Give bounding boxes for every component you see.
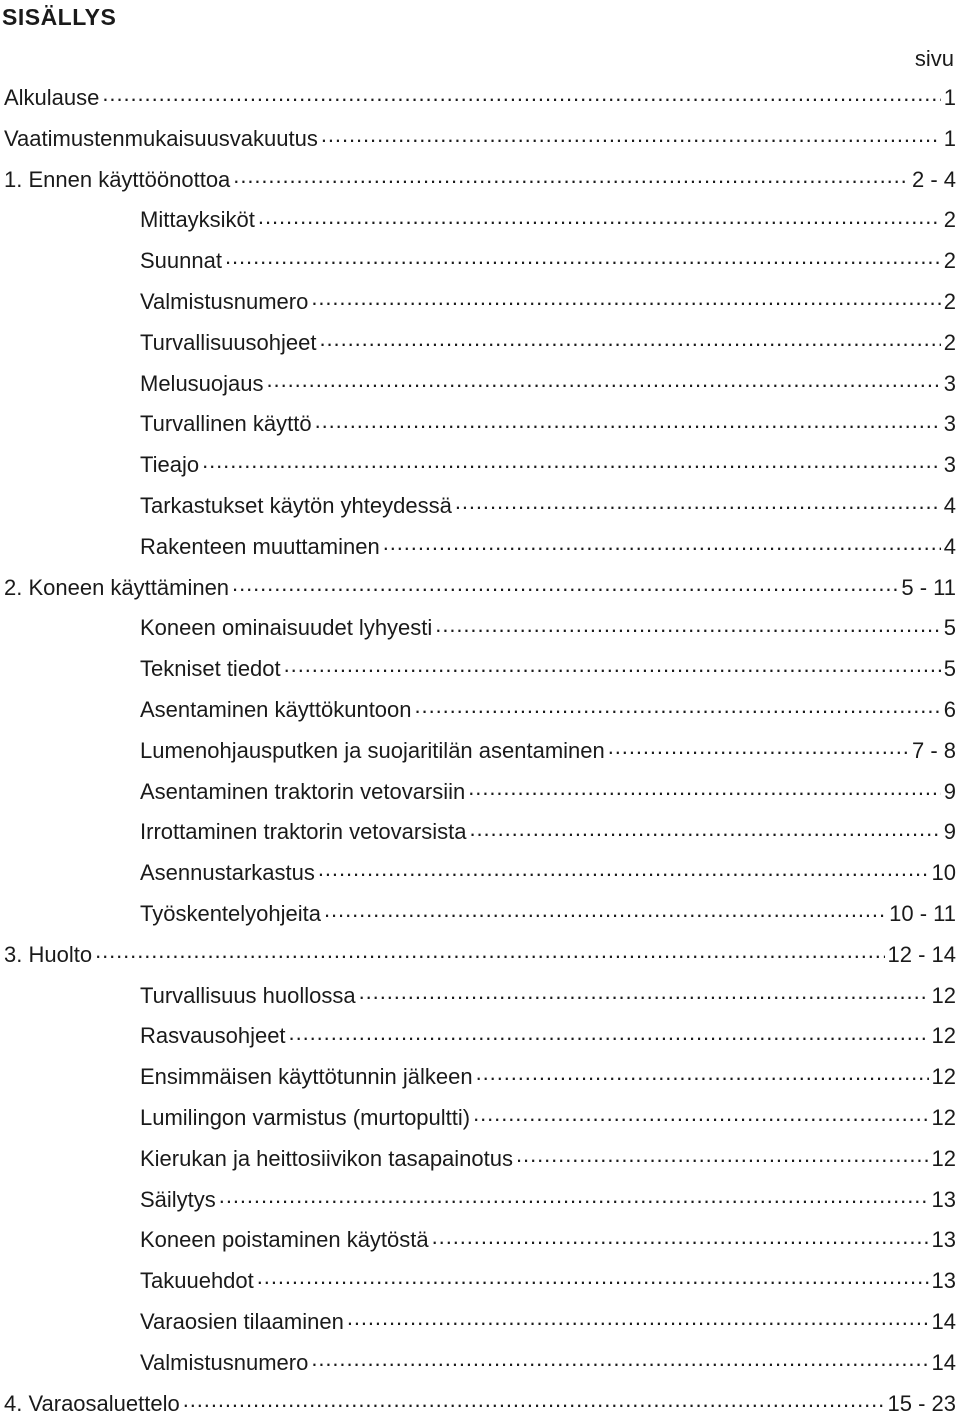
toc-entry-label: Alkulause	[4, 78, 99, 119]
toc-entry[interactable]	[0, 160, 956, 201]
toc-title: SISÄLLYS	[2, 4, 116, 31]
toc-entry[interactable]	[0, 649, 956, 690]
toc-entry-page: 12 - 14	[888, 935, 957, 976]
toc-entry[interactable]	[0, 568, 956, 609]
dot-leader	[258, 205, 941, 227]
toc-entry-label: Melusuojaus	[140, 364, 264, 405]
toc-entry[interactable]	[0, 1098, 956, 1139]
dot-leader	[225, 246, 941, 268]
toc-entry-label: Turvallinen käyttö	[140, 404, 312, 445]
dot-leader	[284, 654, 941, 676]
dot-leader	[267, 369, 941, 391]
toc-entry-label: Asennustarkastus	[140, 853, 315, 894]
toc-entry-page: 4	[944, 527, 956, 568]
toc-entry-page: 7 - 8	[912, 731, 956, 772]
toc-entry[interactable]	[0, 241, 956, 282]
toc-entry[interactable]	[0, 1343, 956, 1384]
page-column-header: sivu	[915, 46, 954, 72]
toc-entry-page: 2	[944, 282, 956, 323]
toc-entry-page: 12	[932, 1057, 956, 1098]
toc-entry-page: 10 - 11	[889, 894, 956, 935]
toc-entry-label: Asentaminen traktorin vetovarsiin	[140, 772, 465, 813]
toc-entry-label: 3. Huolto	[4, 935, 92, 976]
toc-entry-page: 1	[944, 119, 956, 160]
toc-entry-page: 5	[944, 608, 956, 649]
dot-leader	[321, 124, 941, 146]
toc-entry-label: Lumenohjausputken ja suojaritilän asentaminen	[140, 731, 605, 772]
toc-entry-label: Mittayksiköt	[140, 200, 255, 241]
dot-leader	[95, 940, 884, 962]
toc-entry-label: Tekniset tiedot	[140, 649, 281, 690]
toc-entry[interactable]	[0, 323, 956, 364]
toc-entry-page: 10	[932, 853, 956, 894]
toc-entry[interactable]	[0, 200, 956, 241]
toc-entry-page: 4	[944, 486, 956, 527]
toc-entry[interactable]	[0, 976, 956, 1017]
toc-entry[interactable]	[0, 445, 956, 486]
toc-entry-page: 9	[944, 812, 956, 853]
dot-leader	[383, 532, 941, 554]
dot-leader	[516, 1144, 929, 1166]
toc-entry-page: 13	[932, 1180, 956, 1221]
dot-leader	[219, 1185, 929, 1207]
toc-entry-label: Varaosien tilaaminen	[140, 1302, 344, 1343]
dot-leader	[608, 736, 909, 758]
toc-entry-label: Valmistusnumero	[140, 282, 308, 323]
toc-entry-label: Koneen ominaisuudet lyhyesti	[140, 608, 432, 649]
toc-entry-label: 4. Varaosaluettelo	[4, 1384, 180, 1424]
toc-entry-page: 2	[944, 200, 956, 241]
toc-entry[interactable]	[0, 1261, 956, 1302]
toc-entry-page: 2 - 4	[912, 160, 956, 201]
toc-entry[interactable]	[0, 1302, 956, 1343]
dot-leader	[257, 1266, 929, 1288]
toc-entry-page: 14	[932, 1302, 956, 1343]
toc-entry-label: Lumilingon varmistus (murtopultti)	[140, 1098, 470, 1139]
toc-entry-label: Ensimmäisen käyttötunnin jälkeen	[140, 1057, 473, 1098]
toc-entry[interactable]	[0, 731, 956, 772]
dot-leader	[359, 981, 929, 1003]
toc-entry-label: Tieajo	[140, 445, 199, 486]
dot-leader	[455, 491, 941, 513]
dot-leader	[324, 899, 886, 921]
dot-leader	[469, 817, 940, 839]
dot-leader	[311, 1348, 928, 1370]
toc-entry[interactable]	[0, 690, 956, 731]
toc-entry[interactable]	[0, 935, 956, 976]
toc-entry-label: Turvallisuus huollossa	[140, 976, 356, 1017]
toc-entry-label: Turvallisuusohjeet	[140, 323, 317, 364]
toc-entry-label: Vaatimustenmukaisuusvakuutus	[4, 119, 318, 160]
dot-leader	[468, 777, 940, 799]
dot-leader	[311, 287, 940, 309]
toc-entry-page: 5	[944, 649, 956, 690]
dot-leader	[473, 1103, 928, 1125]
toc-entry[interactable]	[0, 894, 956, 935]
toc-entry-page: 15 - 23	[888, 1384, 957, 1424]
dot-leader	[233, 165, 909, 187]
toc-entry-page: 13	[932, 1220, 956, 1261]
toc-entry[interactable]	[0, 364, 956, 405]
dot-leader	[415, 695, 941, 717]
dot-leader	[202, 450, 941, 472]
toc-entry[interactable]	[0, 1057, 956, 1098]
toc-entry[interactable]	[0, 1016, 956, 1057]
toc-entry-label: Säilytys	[140, 1180, 216, 1221]
toc-entry-label: Rasvausohjeet	[140, 1016, 286, 1057]
dot-leader	[432, 1225, 929, 1247]
toc-entry-label: Tarkastukset käytön yhteydessä	[140, 486, 452, 527]
toc-entry-label: Rakenteen muuttaminen	[140, 527, 380, 568]
toc-entry[interactable]	[0, 527, 956, 568]
dot-leader	[232, 573, 898, 595]
toc-entry-page: 12	[932, 976, 956, 1017]
toc-entry-page: 12	[932, 1139, 956, 1180]
toc-entry[interactable]	[0, 772, 956, 813]
toc-entry-label: Koneen poistaminen käytöstä	[140, 1220, 429, 1261]
toc-entry-label: Kierukan ja heittosiivikon tasapainotus	[140, 1139, 513, 1180]
toc-entry-page: 12	[932, 1098, 956, 1139]
toc-entry-label: 2. Koneen käyttäminen	[4, 568, 229, 609]
toc-entry[interactable]	[0, 119, 956, 160]
toc-entry-label: Valmistusnumero	[140, 1343, 308, 1384]
toc-entry-label: Takuuehdot	[140, 1261, 254, 1302]
toc-entry[interactable]	[0, 1180, 956, 1221]
toc-entry[interactable]	[0, 1220, 956, 1261]
toc-entry-label: Irrottaminen traktorin vetovarsista	[140, 812, 466, 853]
dot-leader	[320, 328, 941, 350]
toc-entry-page: 6	[944, 690, 956, 731]
toc-entry[interactable]	[0, 1139, 956, 1180]
toc-entry-page: 5 - 11	[901, 568, 956, 609]
toc-entry[interactable]	[0, 853, 956, 894]
toc-entry-page: 3	[944, 364, 956, 405]
toc-entry[interactable]	[0, 1384, 956, 1424]
toc-entry-page: 1	[944, 78, 956, 119]
toc-entry[interactable]	[0, 486, 956, 527]
dot-leader	[347, 1307, 929, 1329]
dot-leader	[289, 1021, 929, 1043]
dot-leader	[318, 858, 929, 880]
table-of-contents	[0, 78, 956, 1424]
dot-leader	[102, 83, 940, 105]
toc-entry-page: 2	[944, 323, 956, 364]
dot-leader	[315, 409, 941, 431]
toc-entry-page: 3	[944, 445, 956, 486]
toc-entry[interactable]	[0, 78, 956, 119]
toc-entry-page: 12	[932, 1016, 956, 1057]
toc-entry-page: 3	[944, 404, 956, 445]
toc-entry-label: Asentaminen käyttökuntoon	[140, 690, 412, 731]
toc-entry[interactable]	[0, 282, 956, 323]
toc-entry-page: 13	[932, 1261, 956, 1302]
toc-entry-label: Suunnat	[140, 241, 222, 282]
dot-leader	[183, 1389, 885, 1411]
toc-entry-label: 1. Ennen käyttöönottoa	[4, 160, 230, 201]
dot-leader	[435, 613, 940, 635]
toc-entry-page: 2	[944, 241, 956, 282]
toc-entry[interactable]	[0, 608, 956, 649]
toc-entry-page: 14	[932, 1343, 956, 1384]
toc-entry[interactable]	[0, 404, 956, 445]
toc-entry-label: Työskentelyohjeita	[140, 894, 321, 935]
toc-entry[interactable]	[0, 812, 956, 853]
toc-entry-page: 9	[944, 772, 956, 813]
dot-leader	[476, 1062, 929, 1084]
